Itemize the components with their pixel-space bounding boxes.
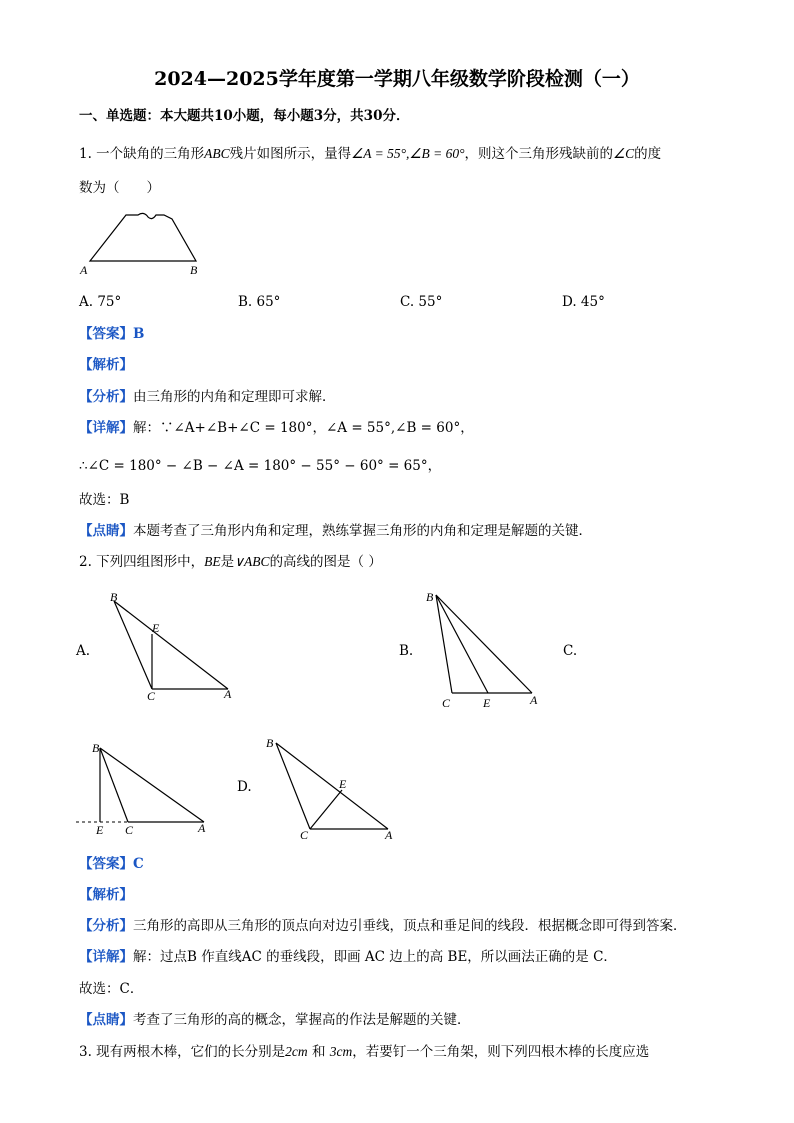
q2-xiangjie-tag: 【详解】 xyxy=(79,949,133,965)
q2-answer: 【答案】C xyxy=(79,856,144,872)
q1-dianjing xyxy=(79,522,592,540)
q1-stem-line2: 数为（ ） xyxy=(79,180,160,196)
q1-stem-line1 xyxy=(79,145,661,163)
q1-dianjing-text: 本题考查了三角形内角和定理，熟练掌握三角形的内角和定理是解题的关键． xyxy=(133,523,592,539)
q3-stem xyxy=(79,1043,649,1061)
q1-option-c[interactable]: C. 55° xyxy=(400,294,443,310)
q3-math-3cm: 3cm xyxy=(329,1044,353,1059)
q1-text-a: 1. 一个缺角的三角形 xyxy=(79,146,205,162)
q1-option-a[interactable]: A. 75° xyxy=(79,294,122,310)
q2-xiangjie xyxy=(79,948,617,966)
q1-xiangjie-text2: ∴∠C = 180° − ∠B − ∠A = 180° − 55° − 60° = 65°， xyxy=(79,458,442,474)
q2b-label-b: B xyxy=(426,590,434,604)
q2-figure-b xyxy=(424,585,549,710)
q2-xiangjie-text: 解：过点B 作直线AC 的垂线段，即画 AC 边上的高 BE，所以画法正确的是 C． xyxy=(133,949,617,965)
q2c-side-bc xyxy=(100,748,128,822)
q2a-label-b: B xyxy=(110,590,118,604)
q2-option-c-label[interactable]: C. xyxy=(563,643,578,659)
q2a-label-a: A xyxy=(224,687,232,701)
q2-dianjing-tag: 【点睛】 xyxy=(79,1012,133,1028)
section-heading: 一、单选题：本大题共10小题，每小题3分，共30分． xyxy=(79,108,410,124)
q3-math-2cm: 2cm xyxy=(285,1044,308,1059)
q1-option-b[interactable]: B. 65° xyxy=(238,294,281,310)
q2b-side-ba xyxy=(436,595,532,693)
q2c-label-a: A xyxy=(198,821,206,835)
q2-option-b-label[interactable]: B. xyxy=(399,643,414,659)
q1-fenxi xyxy=(79,388,336,406)
q2-math-abc: ∨ABC xyxy=(234,554,270,569)
q2-math-be: BE xyxy=(204,554,221,569)
q2-figure-c xyxy=(76,738,216,838)
q2-guxuan: 故选：C． xyxy=(79,981,144,997)
q2c-label-c: C xyxy=(125,823,134,837)
q2d-label-e: E xyxy=(339,777,347,791)
q1-guxuan: 故选：B xyxy=(79,492,130,508)
q1-answer: 【答案】B xyxy=(79,326,145,342)
q1-math-angles: ∠A = 55°,∠B = 60° xyxy=(351,146,465,161)
q1-dianjing-tag: 【点睛】 xyxy=(79,523,133,539)
q2-fenxi xyxy=(79,917,687,935)
q2-text-c: 的高线的图是（ ） xyxy=(269,554,382,570)
q2-option-d-label[interactable]: D. xyxy=(237,779,252,795)
q2a-label-c: C xyxy=(147,689,156,703)
q3-text-c: ，若要钉一个三角架，则下列四根木棒的长度应选 xyxy=(352,1044,650,1060)
q2-dianjing-text: 考查了三角形的高的概念，掌握高的作法是解题的关键． xyxy=(133,1012,471,1028)
q2-figure-a xyxy=(100,585,240,705)
q1-label-a: A xyxy=(80,263,88,277)
q2-dianjing xyxy=(79,1011,471,1029)
q2a-label-e: E xyxy=(152,621,160,635)
q2-analysis-heading: 【解析】 xyxy=(79,887,133,903)
q2d-segment-ce xyxy=(310,790,342,829)
q1-fenxi-tag: 【分析】 xyxy=(79,389,133,405)
q2-stem xyxy=(79,553,382,571)
q2d-label-c: C xyxy=(300,828,309,842)
q2d-label-a: A xyxy=(385,828,393,842)
q2-option-a-label[interactable]: A. xyxy=(76,643,91,659)
q1-math-abc: ABC xyxy=(204,146,230,161)
q1-label-b: B xyxy=(190,263,198,277)
q1-text-d: 的度 xyxy=(634,146,662,162)
page-title: 2024—2025学年度第一学期八年级数学阶段检测（一） xyxy=(154,68,640,90)
q1-text-b: 残片如图所示，量得 xyxy=(229,146,352,162)
q1-math-c: ∠C xyxy=(613,146,635,161)
q2-text-b: 是 xyxy=(220,554,235,570)
q2-figure-d xyxy=(262,735,402,845)
q1-xiangjie-tag: 【详解】 xyxy=(79,420,133,436)
q1-option-d[interactable]: D. 45° xyxy=(562,294,605,310)
q2-fenxi-tag: 【分析】 xyxy=(79,918,133,934)
q2c-label-b: B xyxy=(92,741,100,755)
q2d-label-b: B xyxy=(266,736,274,750)
q2c-label-e: E xyxy=(96,823,104,837)
q2b-label-c: C xyxy=(442,696,451,710)
q2-text-a: 2. 下列四组图形中， xyxy=(79,554,205,570)
q1-figure-broken-triangle xyxy=(78,205,208,280)
q1-text-c: ，则这个三角形残缺前的 xyxy=(464,146,614,162)
q3-text-a: 3. 现有两根木棒，它们的长分别是 xyxy=(79,1044,286,1060)
q2a-side-bc xyxy=(114,601,152,689)
q1-xiangjie xyxy=(79,419,474,437)
q1-fenxi-text: 由三角形的内角和定理即可求解． xyxy=(133,389,336,405)
q1-xiangjie-text1: 解：∵∠A+∠B+∠C = 180°，∠A = 55°,∠B = 60°， xyxy=(133,420,474,436)
q2b-label-e: E xyxy=(483,696,491,710)
q2a-side-ba xyxy=(114,601,228,689)
q2c-side-ba xyxy=(100,748,204,822)
q2-fenxi-text: 三角形的高即从三角形的顶点向对边引垂线，顶点和垂足间的线段．根据概念即可得到答案． xyxy=(133,918,687,934)
q1-analysis-heading: 【解析】 xyxy=(79,357,133,373)
q2b-label-a: A xyxy=(530,693,538,707)
q1-triangle-shape xyxy=(90,213,196,261)
q3-text-b: 和 xyxy=(307,1044,330,1060)
